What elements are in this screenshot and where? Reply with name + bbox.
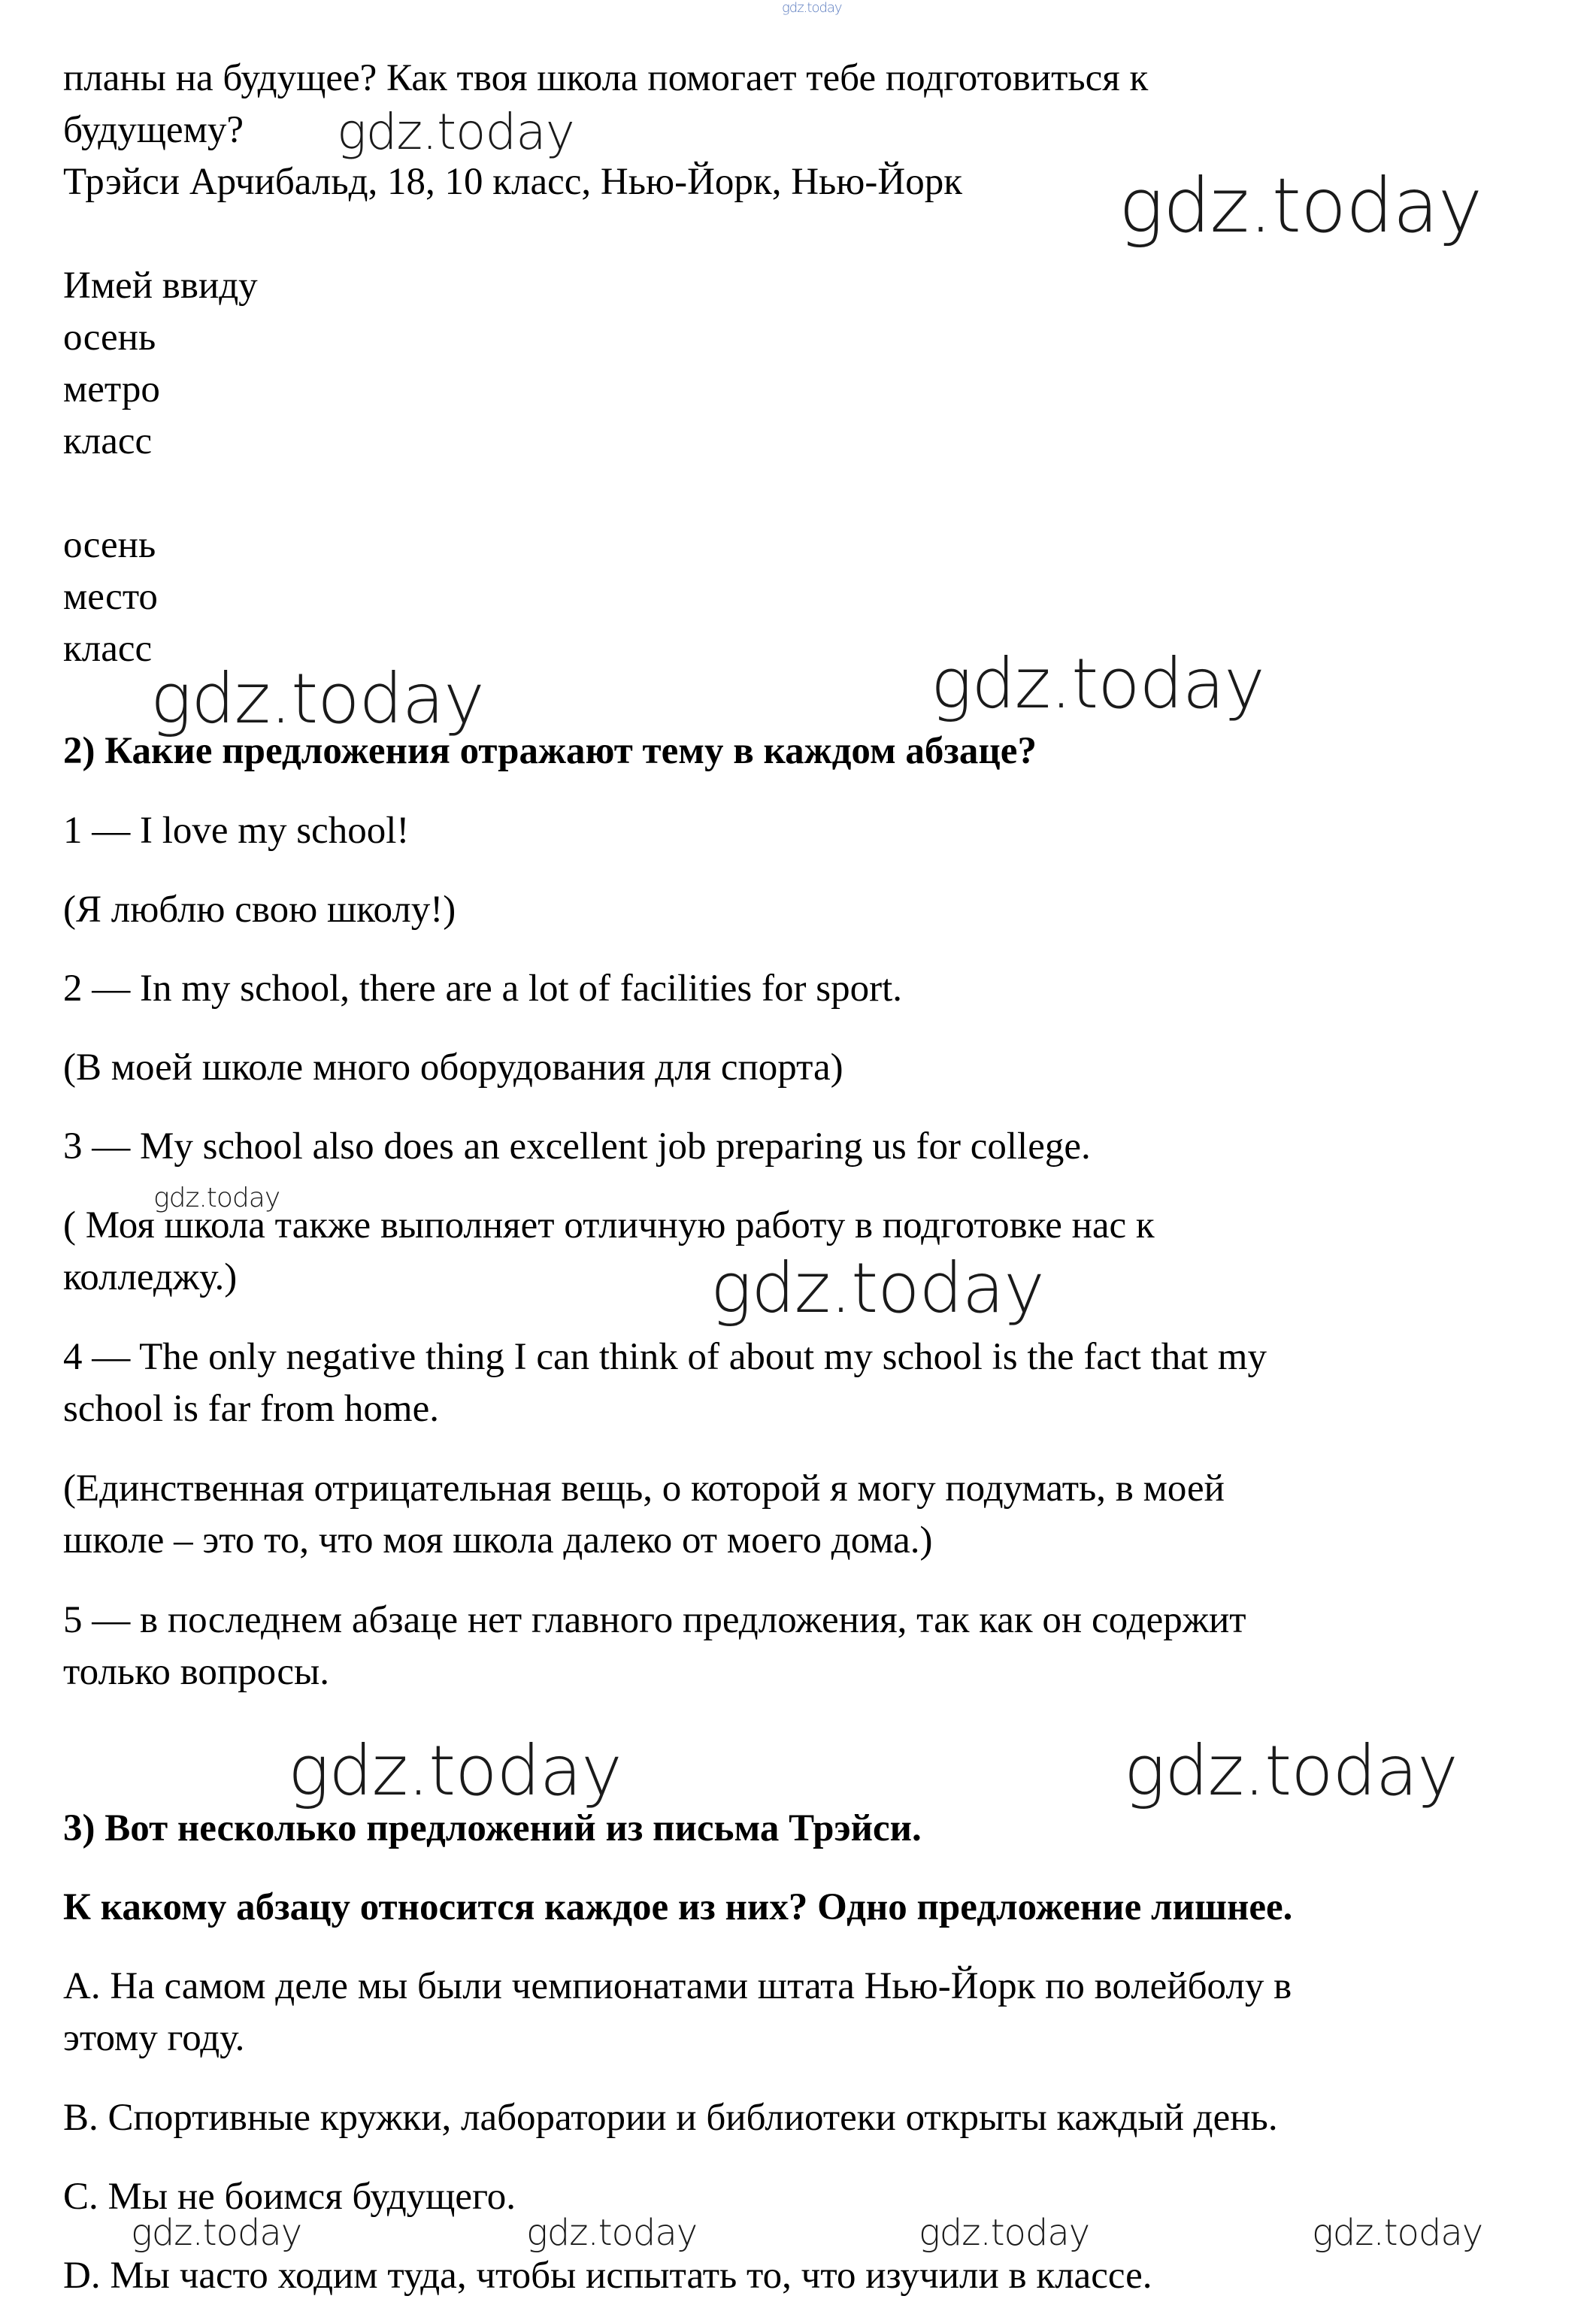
answer-line: колледжу.) — [63, 1256, 238, 1298]
watermark: gdz.today — [1124, 1731, 1458, 1811]
intro-line: планы на будущее? Как твоя школа помогает тебе подготовиться к — [63, 57, 1149, 99]
task2-heading: 2) Какие предложения отражают тему в каждом абзаце? — [63, 730, 1037, 772]
watermark: gdz.today — [710, 1248, 1044, 1328]
word-item: Имей ввиду — [63, 265, 258, 307]
word-item: осень — [63, 317, 156, 359]
word-item: место — [63, 576, 158, 618]
watermark: gdz.today — [931, 644, 1264, 724]
signature: Трэйси Арчибальд, 18, 10 класс, Нью-Йорк, Нью-Йорк — [63, 161, 962, 203]
word-item: метро — [63, 368, 160, 410]
answer-line: (Единственная отрицательная вещь, о которой я могу подумать, в моей — [63, 1468, 1225, 1510]
watermark: gdz.today — [337, 103, 574, 161]
watermark: gdz.today — [919, 2212, 1090, 2254]
option-line: B. Спортивные кружки, лаборатории и библиотеки открыты каждый день. — [63, 2097, 1278, 2139]
watermark: gdz.today — [153, 1183, 280, 1213]
answer-line: (В моей школе много оборудования для спорта) — [63, 1047, 843, 1089]
task3-heading: 3) Вот несколько предложений из письма Трэйси. — [63, 1807, 922, 1849]
watermark: gdz.today — [131, 2212, 302, 2254]
watermark: gdz.today — [1119, 162, 1482, 250]
option-line: этому году. — [63, 2017, 245, 2059]
task3-subheading: К какому абзацу относится каждое из них? Одно предложение лишнее. — [63, 1886, 1293, 1928]
answer-line: только вопросы. — [63, 1651, 330, 1693]
word-item: класс — [63, 628, 153, 670]
answer-line: school is far from home. — [63, 1388, 439, 1430]
watermark: gdz.today — [288, 1731, 622, 1811]
watermark: gdz.today — [1312, 2212, 1483, 2254]
answer-line: 1 — I love my school! — [63, 810, 410, 852]
watermark: gdz.today — [526, 2212, 698, 2254]
word-item: осень — [63, 524, 156, 566]
option-line: D. Мы часто ходим туда, чтобы испытать то, что изучили в классе. — [63, 2255, 1152, 2297]
answer-line: 4 — The only negative thing I can think of about my school is the fact that my — [63, 1336, 1267, 1378]
word-item: класс — [63, 420, 153, 462]
header-watermark: gdz.today — [782, 0, 842, 16]
answer-line: 5 — в последнем абзаце нет главного предложения, так как он содержит — [63, 1599, 1246, 1641]
answer-line: (Я люблю свою школу!) — [63, 889, 456, 931]
option-line: A. На самом деле мы были чемпионатами штата Нью-Йорк по волейболу в — [63, 1965, 1292, 2007]
answer-line: ( Моя школа также выполняет отличную работу в подготовке нас к — [63, 1204, 1155, 1246]
answer-line: 2 — In my school, there are a lot of facilities for sport. — [63, 968, 902, 1010]
option-line: C. Мы не боимся будущего. — [63, 2176, 516, 2218]
answer-line: школе – это то, что моя школа далеко от моего дома.) — [63, 1519, 933, 1561]
watermark: gdz.today — [150, 659, 484, 739]
intro-line: будущему? — [63, 109, 244, 151]
answer-line: 3 — My school also does an excellent job preparing us for college. — [63, 1125, 1091, 1168]
